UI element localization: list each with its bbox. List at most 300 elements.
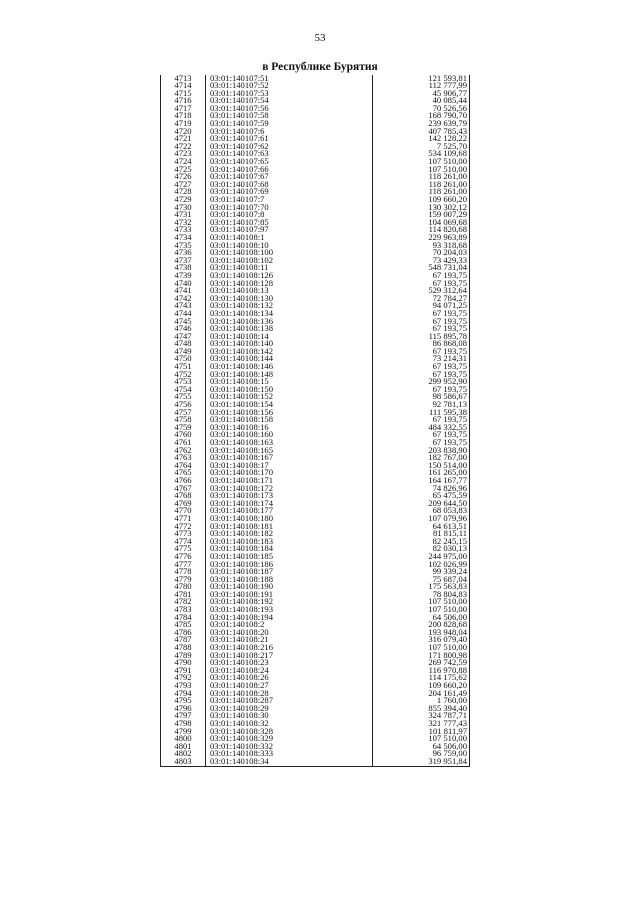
row-number-cell: 4772 bbox=[161, 523, 206, 531]
cadastral-number-cell: 03:01:140108:17 bbox=[206, 462, 373, 470]
table-row bbox=[161, 249, 469, 257]
cadastral-number-cell: 03:01:140107:53 bbox=[206, 90, 373, 98]
row-number-cell: 4790 bbox=[161, 659, 206, 667]
cadastral-value-cell: 171 800,98 bbox=[428, 651, 467, 660]
cadastral-number-cell: 03:01:140108:14 bbox=[206, 333, 373, 341]
table-row bbox=[161, 401, 469, 409]
cadastral-value-cell: 67 193,75 bbox=[432, 439, 467, 447]
table-row bbox=[161, 234, 469, 242]
row-number-cell: 4760 bbox=[161, 431, 206, 439]
table-row bbox=[161, 492, 469, 500]
row-number-cell: 4748 bbox=[161, 340, 206, 348]
table-row bbox=[161, 469, 469, 477]
row-number-cell: 4757 bbox=[161, 409, 206, 417]
row-number-cell: 4785 bbox=[161, 621, 206, 629]
cadastral-value-cell: 67 193,75 bbox=[432, 370, 467, 379]
cadastral-value-cell: 67 193,75 bbox=[432, 431, 467, 439]
cadastral-number-cell: 03:01:140108:217 bbox=[206, 652, 373, 660]
table-row bbox=[161, 674, 469, 682]
cadastral-value-cell: 204 161,49 bbox=[428, 689, 467, 698]
table-row bbox=[161, 454, 469, 462]
cadastral-value-cell: 65 475,59 bbox=[432, 492, 467, 500]
table-row bbox=[161, 583, 469, 591]
cadastral-number-cell: 03:01:140108:194 bbox=[206, 614, 373, 622]
cadastral-value-cell: 67 193,75 bbox=[432, 347, 467, 356]
row-number-cell: 4724 bbox=[161, 158, 206, 166]
table-row bbox=[161, 507, 469, 515]
table-row bbox=[161, 264, 469, 272]
table-row bbox=[161, 204, 469, 212]
row-number-cell: 4742 bbox=[161, 295, 206, 303]
cadastral-value-cell: 67 193,75 bbox=[432, 325, 467, 333]
cadastral-number-cell: 03:01:140108:32 bbox=[206, 720, 373, 728]
row-number-cell: 4764 bbox=[161, 462, 206, 470]
cadastral-number-cell: 03:01:140108:177 bbox=[206, 507, 373, 515]
table-row bbox=[161, 652, 469, 660]
row-number-cell: 4721 bbox=[161, 135, 206, 143]
table-row bbox=[161, 697, 469, 705]
table-row bbox=[161, 447, 469, 455]
row-number-cell: 4749 bbox=[161, 348, 206, 356]
row-number-cell: 4715 bbox=[161, 90, 206, 98]
cadastral-value-cell: 82 030,13 bbox=[432, 545, 467, 553]
cadastral-number-cell: 03:01:140108:186 bbox=[206, 561, 373, 569]
cadastral-number-cell: 03:01:140108:148 bbox=[206, 371, 373, 379]
table-row bbox=[161, 340, 469, 348]
cadastral-value-cell: 102 026,99 bbox=[428, 560, 467, 569]
cadastral-value-cell: 114 175,62 bbox=[428, 674, 467, 682]
row-number-cell: 4734 bbox=[161, 234, 206, 242]
row-number-cell: 4732 bbox=[161, 219, 206, 227]
table-row bbox=[161, 614, 469, 622]
cadastral-number-cell: 03:01:140108:136 bbox=[206, 318, 373, 326]
cadastral-value-cell: 101 811,97 bbox=[428, 727, 467, 736]
table-row bbox=[161, 636, 469, 644]
cadastral-number-cell: 03:01:140108:152 bbox=[206, 393, 373, 401]
cadastral-value-cell: 107 510,00 bbox=[428, 735, 467, 743]
table-row bbox=[161, 500, 469, 508]
table-row bbox=[161, 272, 469, 280]
cadastral-value-cell: 92 781,13 bbox=[432, 401, 467, 409]
cadastral-number-cell: 03:01:140107:56 bbox=[206, 105, 373, 113]
cadastral-number-cell: 03:01:140108:128 bbox=[206, 280, 373, 288]
cadastral-number-cell: 03:01:140108:156 bbox=[206, 409, 373, 417]
cadastral-number-cell: 03:01:140108:182 bbox=[206, 530, 373, 538]
table-row bbox=[161, 705, 469, 713]
table-row bbox=[161, 355, 469, 363]
table-row bbox=[161, 728, 469, 736]
row-number-cell: 4796 bbox=[161, 705, 206, 713]
cadastral-value-cell: 107 510,00 bbox=[428, 165, 467, 174]
cadastral-value-cell: 73 214,31 bbox=[432, 355, 467, 364]
cadastral-value-cell: 67 193,75 bbox=[432, 385, 467, 394]
cadastral-number-cell: 03:01:140108:171 bbox=[206, 477, 373, 485]
row-number-cell: 4792 bbox=[161, 674, 206, 682]
table-row bbox=[161, 393, 469, 401]
row-number-cell: 4726 bbox=[161, 173, 206, 181]
row-number-cell: 4798 bbox=[161, 720, 206, 728]
table-row bbox=[161, 561, 469, 569]
table-row bbox=[161, 82, 469, 90]
row-number-cell: 4762 bbox=[161, 447, 206, 455]
table-row bbox=[161, 690, 469, 698]
cadastral-number-cell: 03:01:140108:28 bbox=[206, 690, 373, 698]
cadastral-value-cell: 68 053,83 bbox=[432, 507, 467, 515]
row-number-cell: 4725 bbox=[161, 166, 206, 174]
cadastral-number-cell: 03:01:140108:191 bbox=[206, 591, 373, 599]
table-row bbox=[161, 143, 469, 151]
cadastral-value-cell: 529 312,64 bbox=[428, 287, 467, 295]
row-number-cell: 4747 bbox=[161, 333, 206, 341]
cadastral-number-cell: 03:01:140108:146 bbox=[206, 363, 373, 371]
cadastral-number-cell: 03:01:140108:130 bbox=[206, 295, 373, 303]
cadastral-value-cell: 150 514,00 bbox=[428, 461, 467, 470]
cadastral-number-cell: 03:01:140108:23 bbox=[206, 659, 373, 667]
row-number-cell: 4802 bbox=[161, 750, 206, 758]
row-number-cell: 4753 bbox=[161, 378, 206, 386]
cadastral-number-cell: 03:01:140108:150 bbox=[206, 386, 373, 394]
cadastral-number-cell: 03:01:140108:192 bbox=[206, 598, 373, 606]
table-row bbox=[161, 720, 469, 728]
row-number-cell: 4719 bbox=[161, 120, 206, 128]
cadastral-number-cell: 03:01:140108:328 bbox=[206, 728, 373, 736]
cadastral-number-cell: 03:01:140108:173 bbox=[206, 492, 373, 500]
table-row bbox=[161, 485, 469, 493]
cadastral-value-cell: 7 525,70 bbox=[436, 142, 467, 151]
row-number-cell: 4771 bbox=[161, 515, 206, 523]
cadastral-number-cell: 03:01:140107:8 bbox=[206, 211, 373, 219]
row-number-cell: 4741 bbox=[161, 287, 206, 295]
table-row bbox=[161, 302, 469, 310]
row-number-cell: 4779 bbox=[161, 576, 206, 584]
row-number-cell: 4789 bbox=[161, 652, 206, 660]
row-number-cell: 4731 bbox=[161, 211, 206, 219]
cadastral-number-cell: 03:01:140107:70 bbox=[206, 204, 373, 212]
table-row bbox=[161, 120, 469, 128]
row-number-cell: 4799 bbox=[161, 728, 206, 736]
row-number-cell: 4770 bbox=[161, 507, 206, 515]
cadastral-value-cell: 319 951,84 bbox=[428, 757, 467, 766]
row-number-cell: 4750 bbox=[161, 355, 206, 363]
cadastral-value-cell: 855 394,40 bbox=[428, 704, 467, 713]
table-row bbox=[161, 226, 469, 234]
cadastral-number-cell: 03:01:140108:100 bbox=[206, 249, 373, 257]
row-number-cell: 4728 bbox=[161, 188, 206, 196]
cadastral-value-cell: 193 948,04 bbox=[428, 628, 467, 637]
cadastral-value-cell: 244 975,00 bbox=[428, 552, 467, 561]
row-number-cell: 4718 bbox=[161, 112, 206, 120]
cadastral-number-cell: 03:01:140108:144 bbox=[206, 355, 373, 363]
table-row bbox=[161, 295, 469, 303]
cadastral-number-cell: 03:01:140107:51 bbox=[206, 75, 373, 83]
row-number-cell: 4769 bbox=[161, 500, 206, 508]
cadastral-value-cell: 118 261,00 bbox=[428, 173, 467, 181]
cadastral-value-cell: 229 963,89 bbox=[428, 233, 467, 242]
row-number-cell: 4737 bbox=[161, 257, 206, 265]
cadastral-value-cell: 81 815,11 bbox=[432, 530, 467, 538]
cadastral-value-cell: 86 868,08 bbox=[432, 340, 467, 348]
cadastral-number-cell: 03:01:140108:27 bbox=[206, 682, 373, 690]
cadastral-number-cell: 03:01:140108:138 bbox=[206, 325, 373, 333]
cadastral-number-cell: 03:01:140108:193 bbox=[206, 606, 373, 614]
row-number-cell: 4743 bbox=[161, 302, 206, 310]
table-row bbox=[161, 219, 469, 227]
cadastral-value-cell: 107 510,00 bbox=[428, 158, 467, 166]
cadastral-number-cell: 03:01:140108:34 bbox=[206, 758, 373, 766]
cadastral-number-cell: 03:01:140107:54 bbox=[206, 97, 373, 105]
table-row bbox=[161, 173, 469, 181]
cadastral-number-cell: 03:01:140108:15 bbox=[206, 378, 373, 386]
table-row bbox=[161, 598, 469, 606]
cadastral-number-cell: 03:01:140108:183 bbox=[206, 538, 373, 546]
cadastral-number-cell: 03:01:140108:333 bbox=[206, 750, 373, 758]
table-row bbox=[161, 371, 469, 379]
table-row bbox=[161, 378, 469, 386]
cadastral-number-cell: 03:01:140108:170 bbox=[206, 469, 373, 477]
table-row bbox=[161, 188, 469, 196]
cadastral-value-cell: 142 128,22 bbox=[428, 135, 467, 143]
table-row bbox=[161, 424, 469, 432]
table-row bbox=[161, 750, 469, 758]
row-number-cell: 4803 bbox=[161, 758, 206, 766]
cadastral-value-cell: 107 510,00 bbox=[428, 606, 467, 614]
cadastral-value-cell: 407 785,43 bbox=[428, 127, 467, 136]
row-number-cell: 4787 bbox=[161, 636, 206, 644]
cadastral-number-cell: 03:01:140108:185 bbox=[206, 553, 373, 561]
cadastral-value-cell: 175 563,83 bbox=[428, 583, 467, 591]
table-row bbox=[161, 439, 469, 447]
page-number: 53 bbox=[314, 32, 326, 44]
table-row bbox=[161, 280, 469, 288]
cadastral-value-cell: 109 660,20 bbox=[428, 682, 467, 690]
row-number-cell: 4756 bbox=[161, 401, 206, 409]
cadastral-number-cell: 03:01:140108:188 bbox=[206, 576, 373, 584]
row-number-cell: 4801 bbox=[161, 743, 206, 751]
table-row bbox=[161, 530, 469, 538]
cadastral-value-cell: 67 193,75 bbox=[432, 416, 467, 424]
row-number-cell: 4797 bbox=[161, 712, 206, 720]
cadastral-number-cell: 03:01:140108:102 bbox=[206, 257, 373, 265]
cadastral-number-cell: 03:01:140108:216 bbox=[206, 644, 373, 652]
cadastral-value-cell: 203 838,90 bbox=[428, 446, 467, 455]
table-row bbox=[161, 545, 469, 553]
cadastral-value-cell: 548 731,04 bbox=[428, 264, 467, 272]
row-number-cell: 4768 bbox=[161, 492, 206, 500]
cadastral-value-cell: 534 109,68 bbox=[428, 150, 467, 159]
row-number-cell: 4774 bbox=[161, 538, 206, 546]
cadastral-number-cell: 03:01:140107:97 bbox=[206, 226, 373, 234]
cadastral-value-cell: 200 828,68 bbox=[428, 621, 467, 629]
cadastral-number-cell: 03:01:140108:142 bbox=[206, 348, 373, 356]
cadastral-number-cell: 03:01:140107:63 bbox=[206, 150, 373, 158]
cadastral-number-cell: 03:01:140108:11 bbox=[206, 264, 373, 272]
table-row bbox=[161, 166, 469, 174]
cadastral-number-cell: 03:01:140108:13 bbox=[206, 287, 373, 295]
table-row bbox=[161, 242, 469, 250]
cadastral-value-cell: 114 820,68 bbox=[428, 226, 467, 234]
cadastral-number-cell: 03:01:140108:24 bbox=[206, 667, 373, 675]
cadastral-value-cell: 67 193,75 bbox=[432, 279, 467, 288]
table-row bbox=[161, 105, 469, 113]
table-row bbox=[161, 348, 469, 356]
cadastral-value-cell: 107 079,96 bbox=[428, 514, 467, 523]
cadastral-number-cell: 03:01:140108:126 bbox=[206, 272, 373, 280]
row-number-cell: 4722 bbox=[161, 143, 206, 151]
cadastral-number-cell: 03:01:140108:329 bbox=[206, 735, 373, 743]
table-row bbox=[161, 477, 469, 485]
row-number-cell: 4751 bbox=[161, 363, 206, 371]
row-number-cell: 4729 bbox=[161, 196, 206, 204]
cadastral-value-cell: 64 506,00 bbox=[432, 613, 467, 622]
cadastral-number-cell: 03:01:140108:1 bbox=[206, 234, 373, 242]
table-row bbox=[161, 538, 469, 546]
cadastral-value-cell: 118 261,00 bbox=[428, 180, 467, 189]
row-number-cell: 4735 bbox=[161, 242, 206, 250]
cadastral-number-cell: 03:01:140108:181 bbox=[206, 523, 373, 531]
row-number-cell: 4739 bbox=[161, 272, 206, 280]
cadastral-number-cell: 03:01:140108:16 bbox=[206, 424, 373, 432]
cadastral-value-cell: 73 429,33 bbox=[432, 256, 467, 265]
row-number-cell: 4714 bbox=[161, 82, 206, 90]
table-row bbox=[161, 310, 469, 318]
cadastral-value-cell: 1 760,00 bbox=[436, 697, 467, 705]
cadastral-value-table bbox=[160, 75, 470, 767]
row-number-cell: 4794 bbox=[161, 690, 206, 698]
table-row bbox=[161, 431, 469, 439]
cadastral-number-cell: 03:01:140108:180 bbox=[206, 515, 373, 523]
cadastral-value-cell: 72 784,27 bbox=[432, 294, 467, 303]
cadastral-number-cell: 03:01:140108:2 bbox=[206, 621, 373, 629]
table-row bbox=[161, 629, 469, 637]
cadastral-value-cell: 64 613,51 bbox=[432, 522, 467, 531]
row-number-cell: 4782 bbox=[161, 598, 206, 606]
row-number-cell: 4716 bbox=[161, 97, 206, 105]
cadastral-number-cell: 03:01:140108:172 bbox=[206, 485, 373, 493]
row-number-cell: 4755 bbox=[161, 393, 206, 401]
table-row bbox=[161, 735, 469, 743]
row-number-cell: 4752 bbox=[161, 371, 206, 379]
cadastral-value-cell: 118 261,00 bbox=[428, 188, 467, 196]
cadastral-value-cell: 239 639,79 bbox=[428, 120, 467, 128]
cadastral-value-cell: 82 245,15 bbox=[432, 537, 467, 546]
table-row bbox=[161, 90, 469, 98]
cadastral-value-cell: 324 787,71 bbox=[428, 712, 467, 720]
row-number-cell: 4775 bbox=[161, 545, 206, 553]
row-number-cell: 4778 bbox=[161, 568, 206, 576]
cadastral-value-cell: 321 777,43 bbox=[428, 719, 467, 728]
row-number-cell: 4713 bbox=[161, 75, 206, 83]
cadastral-number-cell: 03:01:140108:165 bbox=[206, 447, 373, 455]
table-row bbox=[161, 211, 469, 219]
cadastral-value-cell: 94 071,25 bbox=[432, 302, 467, 310]
cadastral-number-cell: 03:01:140107:59 bbox=[206, 120, 373, 128]
row-number-cell: 4717 bbox=[161, 105, 206, 113]
row-number-cell: 4746 bbox=[161, 325, 206, 333]
table-row bbox=[161, 621, 469, 629]
cadastral-number-cell: 03:01:140107:68 bbox=[206, 181, 373, 189]
table-row bbox=[161, 409, 469, 417]
cadastral-number-cell: 03:01:140108:140 bbox=[206, 340, 373, 348]
cadastral-number-cell: 03:01:140108:10 bbox=[206, 242, 373, 250]
row-number-cell: 4795 bbox=[161, 697, 206, 705]
cadastral-value-cell: 109 660,20 bbox=[428, 196, 467, 204]
row-number-cell: 4765 bbox=[161, 469, 206, 477]
table-row bbox=[161, 515, 469, 523]
row-number-cell: 4783 bbox=[161, 606, 206, 614]
cadastral-number-cell: 03:01:140107:6 bbox=[206, 128, 373, 136]
table-row bbox=[161, 576, 469, 584]
cadastral-value-cell: 96 759,00 bbox=[432, 750, 467, 758]
cadastral-value-cell: 269 742,59 bbox=[428, 659, 467, 667]
cadastral-value-cell: 107 510,00 bbox=[428, 598, 467, 607]
cadastral-value-cell: 98 586,67 bbox=[432, 393, 467, 402]
table-row bbox=[161, 416, 469, 424]
row-number-cell: 4738 bbox=[161, 264, 206, 272]
cadastral-number-cell: 03:01:140107:69 bbox=[206, 188, 373, 196]
table-row bbox=[161, 606, 469, 614]
row-number-cell: 4730 bbox=[161, 204, 206, 212]
cadastral-number-cell: 03:01:140107:52 bbox=[206, 82, 373, 90]
row-number-cell: 4723 bbox=[161, 150, 206, 158]
cadastral-number-cell: 03:01:140108:132 bbox=[206, 302, 373, 310]
cadastral-value-cell: 484 332,55 bbox=[428, 423, 467, 432]
cadastral-value-cell: 93 318,68 bbox=[432, 241, 467, 250]
row-number-cell: 4781 bbox=[161, 591, 206, 599]
table-row bbox=[161, 112, 469, 120]
row-number-cell: 4780 bbox=[161, 583, 206, 591]
cadastral-value-cell: 209 644,50 bbox=[428, 499, 467, 508]
cadastral-number-cell: 03:01:140108:190 bbox=[206, 583, 373, 591]
table-row bbox=[161, 523, 469, 531]
table-row bbox=[161, 325, 469, 333]
cadastral-value-cell: 45 906,77 bbox=[432, 89, 467, 98]
table-row bbox=[161, 158, 469, 166]
cadastral-value-cell: 115 895,78 bbox=[428, 332, 467, 341]
table-row bbox=[161, 318, 469, 326]
row-number-cell: 4788 bbox=[161, 644, 206, 652]
row-number-cell: 4727 bbox=[161, 181, 206, 189]
table-row bbox=[161, 591, 469, 599]
row-number-cell: 4761 bbox=[161, 439, 206, 447]
cadastral-value-cell: 161 265,00 bbox=[428, 469, 467, 477]
cadastral-number-cell: 03:01:140107:61 bbox=[206, 135, 373, 143]
table-row bbox=[161, 257, 469, 265]
row-number-cell: 4767 bbox=[161, 485, 206, 493]
cadastral-value-cell: 64 506,00 bbox=[432, 742, 467, 751]
cadastral-value-cell: 78 804,83 bbox=[432, 590, 467, 599]
cadastral-number-cell: 03:01:140108:332 bbox=[206, 743, 373, 751]
row-number-cell: 4791 bbox=[161, 667, 206, 675]
row-number-cell: 4784 bbox=[161, 614, 206, 622]
table-row bbox=[161, 75, 469, 83]
table-row bbox=[161, 712, 469, 720]
cadastral-value-cell: 70 204,03 bbox=[432, 249, 467, 257]
cadastral-number-cell: 03:01:140108:287 bbox=[206, 697, 373, 705]
table-row bbox=[161, 135, 469, 143]
cadastral-number-cell: 03:01:140108:20 bbox=[206, 629, 373, 637]
row-number-cell: 4745 bbox=[161, 318, 206, 326]
cadastral-number-cell: 03:01:140108:167 bbox=[206, 454, 373, 462]
cadastral-number-cell: 03:01:140108:21 bbox=[206, 636, 373, 644]
table-row bbox=[161, 150, 469, 158]
cadastral-value-cell: 111 595,38 bbox=[428, 408, 467, 417]
cadastral-number-cell: 03:01:140108:29 bbox=[206, 705, 373, 713]
table-row bbox=[161, 553, 469, 561]
row-number-cell: 4800 bbox=[161, 735, 206, 743]
cadastral-value-cell: 74 826,96 bbox=[432, 484, 467, 493]
row-number-cell: 4759 bbox=[161, 424, 206, 432]
table-row bbox=[161, 363, 469, 371]
